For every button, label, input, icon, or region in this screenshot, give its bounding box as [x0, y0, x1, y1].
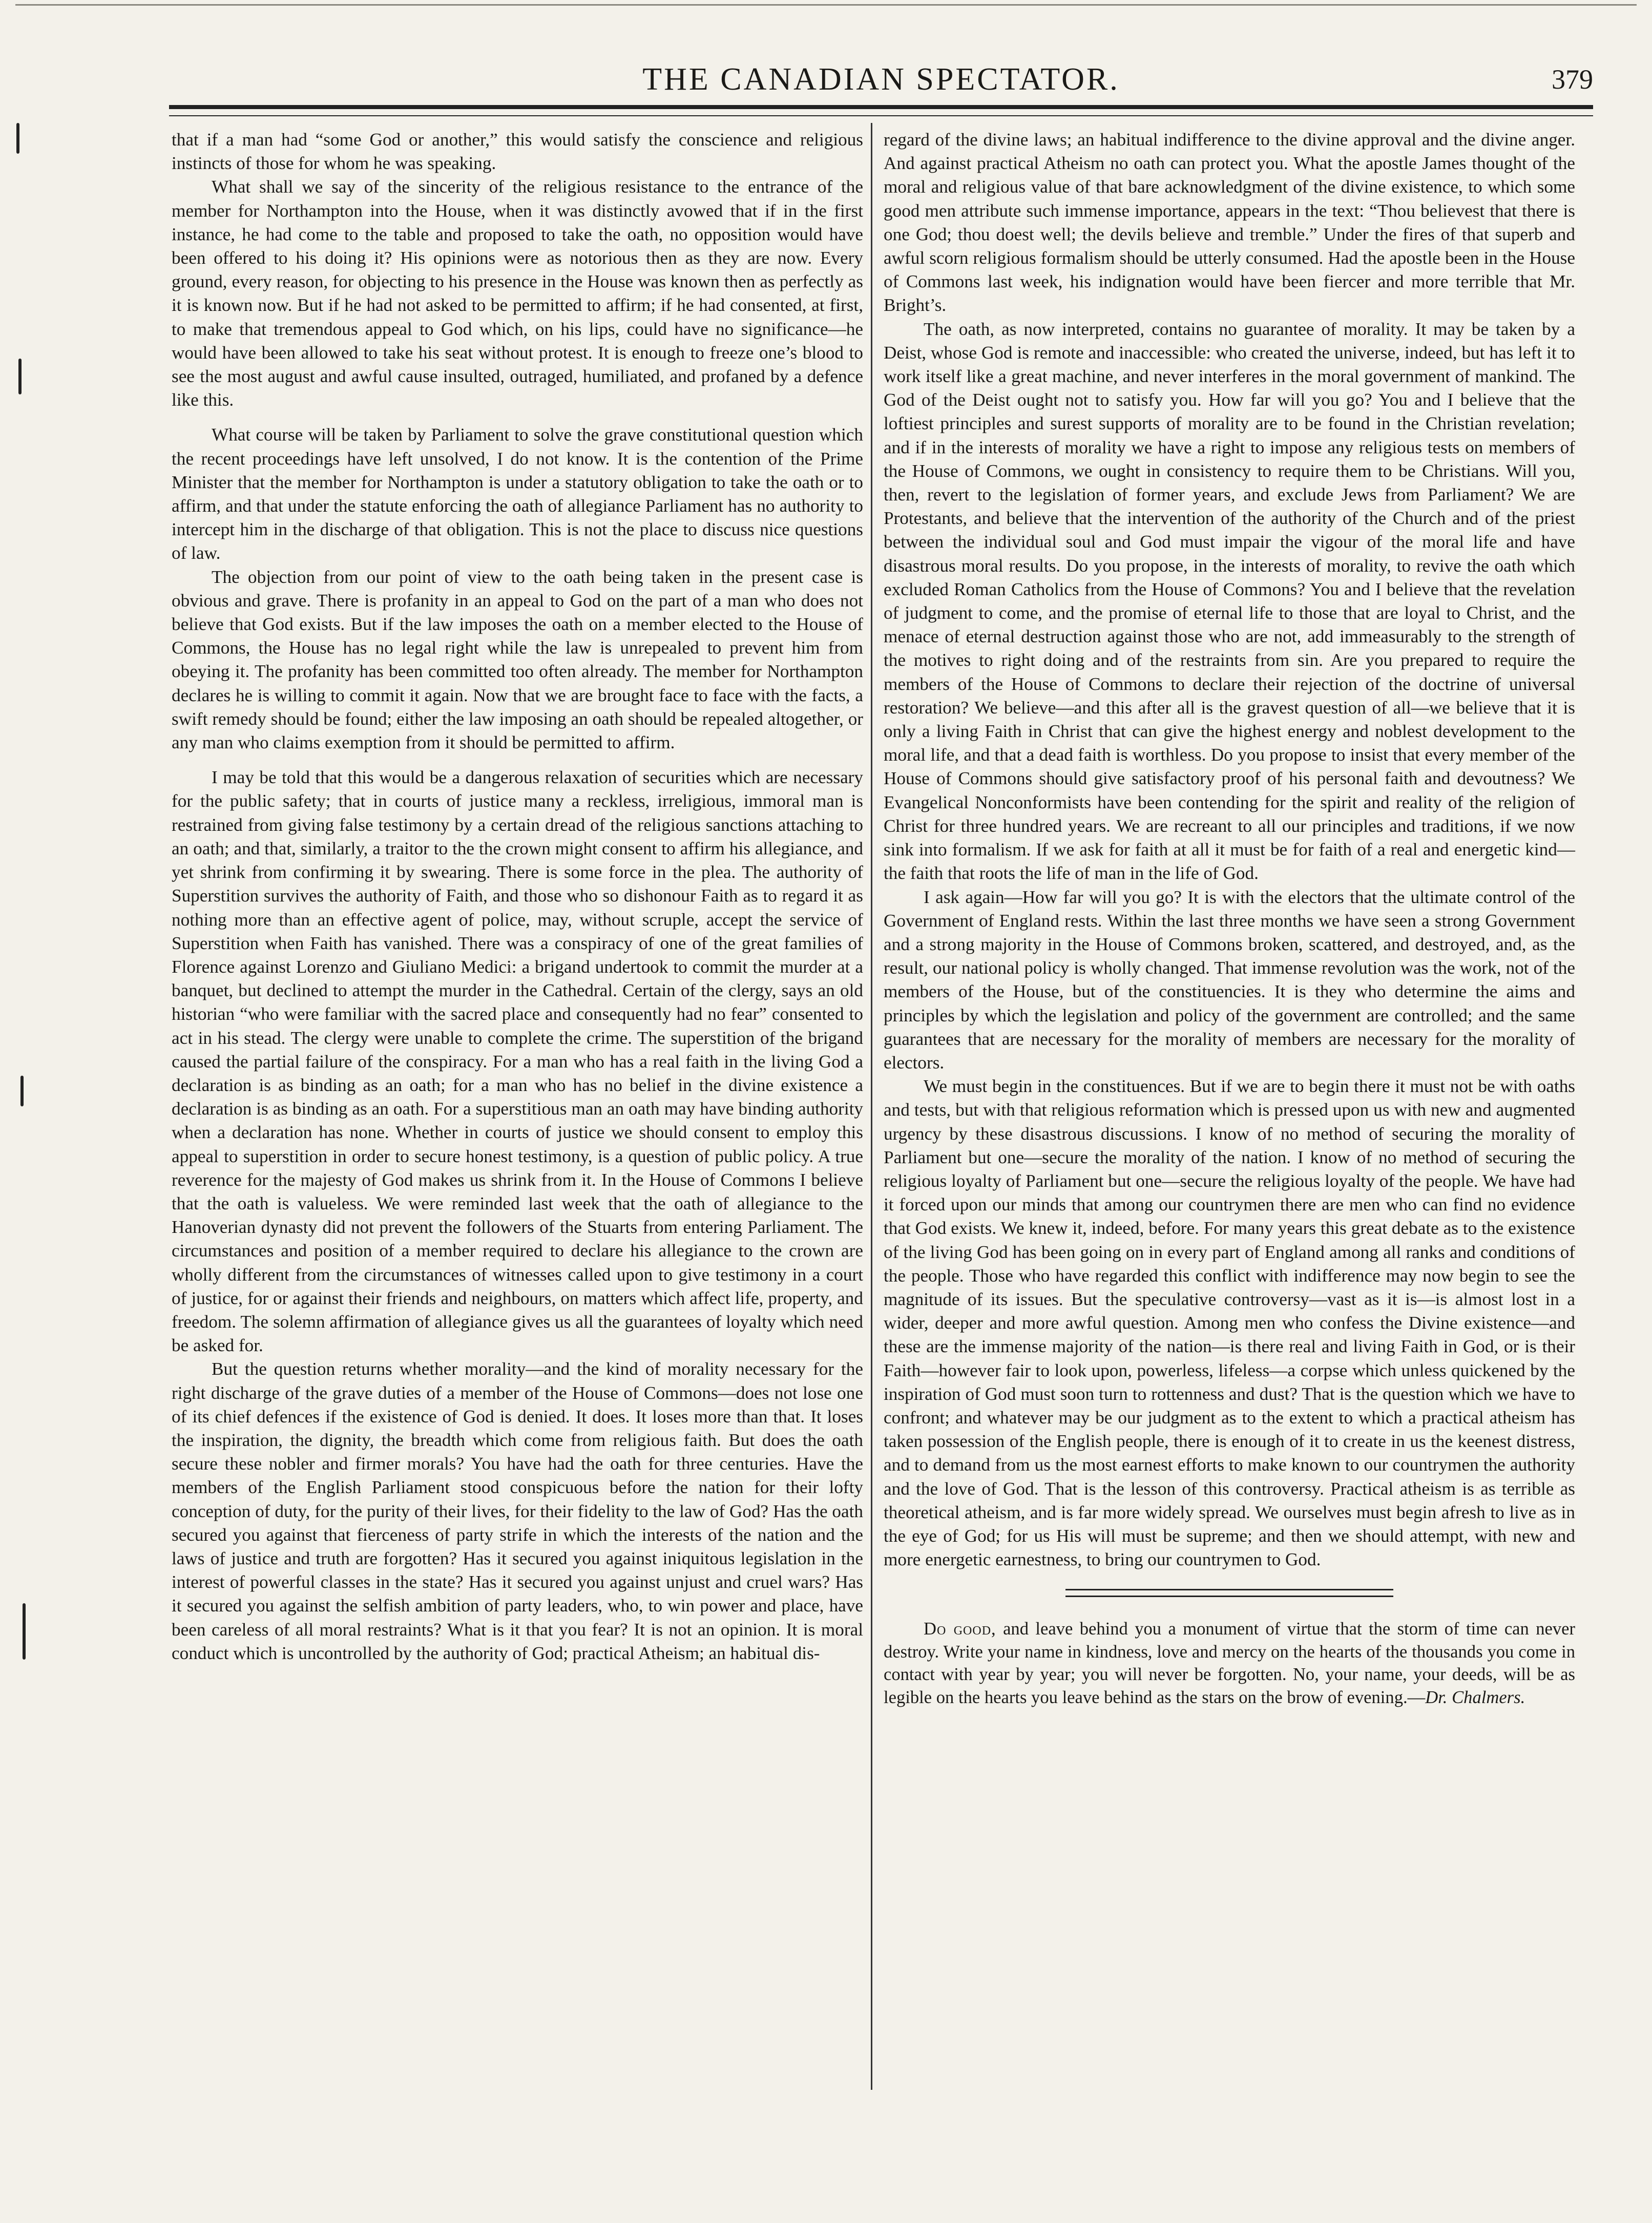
paragraph: What shall we say of the sincerity of the religious resistance to the entrance of the member for Northampton into the House, when it was distinctly avowed that if in the first instance, he had come to the table and proposed to take the oath, no opposition would have been offered to his doing it? His opinions were as notorious then as they are now. Every ground, every reason, for objecting to his presence in the House was known then as perfectly as it is known now. But if he had not asked to be permitted to affirm; if he had consented, at first, to make that tremendous appeal to God which, on his lips, could have no significance—he would have been allowed to take his seat without protest. It is enough to freeze one’s blood to see the most august and awful cause insulted, outraged, humiliated, and profaned by a defence like this. [172, 177, 863, 410]
paragraph: I ask again—How far will you go? It is with the electors that the ultimate control of the Government of England rests. Within the last three months we have seen a strong Government and a strong majority in the House of Commons broken, scattered, and destroyed, and, as the result, our national policy is wholly changed. That immense revolution was the work, not of the members of the House, but of the constituencies. It is they who determine the aims and principles by which the legislation and policy of the government are controlled; and the same guarantees that are necessary for the morality of members are necessary for the morality of electors. [884, 887, 1575, 1073]
margin-ink-mark [18, 359, 22, 394]
paragraph: regard of the divine laws; an habitual indifference to the divine approval and the divine anger. And against practical Atheism no oath can protect you. What the apostle James thought of the moral and religious value of that bare acknowledgment of the divine existence, to which some good men attribute such immense importance, appears in the text: “Thou believest that there is one God; thou doest well; the devils believe and tremble.” Under the fires of that superb and awful scorn religious formalism should be utterly consumed. Had the apostle been in the House of Commons last week, his indignation would have been fiercer and more terrible that Mr. Bright’s. [884, 130, 1575, 316]
quote-attribution: Dr. Chalmers. [1425, 1687, 1525, 1707]
margin-ink-mark [20, 1076, 24, 1106]
paragraph: The oath, as now interpreted, contains no guarantee of morality. It may be taken by a Deist, whose God is remote and inaccessible: who created the universe, indeed, but has left it to work itself like a great machine, and never interferes in the moral government of mankind. The God of the Deist ought not to satisfy you. How far will you go? You and I believe that the loftiest principles and surest supports of morality are to be found in the Christian revelation; and if in the interests of morality we have a right to impose any religious tests on members of the House of Commons, we ought in consistency to require them to be Christians. Will you, then, revert to the legislation of former years, and exclude Jews from Parliament? We are Protestants, and believe that the intervention of the authority of the Church and of the priest between the individual soul and God must impair the vigour of the moral life and have disastrous moral results. Do you propose, in the interests of morality, to revive the oath which excluded Roman Catholics from the House of Commons? You and I believe that the revelation of judgment to come, and the promise of eternal life to those that are loyal to Christ, and the menace of eternal destruction against those who are not, add immeasurably to the strength of the motives to right doing and of the restraints from sin. Are you prepared to require the members of the House of Commons to declare their rejection of the doctrine of universal restoration? We believe—and this after all is the gravest question of all—we believe that it is only a living Faith in Christ that can give the highest energy and noblest development to the moral life, and that a dead faith is worthless. Do you propose to insist that every member of the House of Commons should give satisfactory proof of his personal faith and devoutness? We Evangelical Nonconformists have been contending for the spirit and reality of the religion of Christ for three hundred years. We are recreant to all our principles and traditions, if we now sink into formalism. If we ask for faith at all it must be for faith of a real and energetic kind—the faith that roots the life of man in the life of God. [884, 319, 1575, 884]
top-edge-rule [15, 4, 1637, 6]
publication-title: THE CANADIAN SPECTATOR. [642, 62, 1120, 97]
paragraph: I may be told that this would be a dangerous relaxation of securities which are necessary for the public safety; that in courts of justice many a reckless, irreligious, immoral man is restrained from giving false testimony by a certain dread of the religious sanctions attaching to an oath; and that, similarly, a traitor to the the crown might consent to affirm his allegiance, and yet shrink from confirming it by swearing. There is some force in the plea. The authority of Superstition survives the authority of Faith, and those who so dishonour Faith as to regard it as nothing more than an effective agent of police, may, without scruple, accept the service of Superstition when Faith has vanished. There was a conspiracy of one of the great families of Florence against Lorenzo and Giuliano Medici: a brigand undertook to commit the murder at a banquet, but declined to attempt the murder in the Cathedral. Certain of the clergy, says an old historian “who were familiar with the sacred place and consequently had no fear” consented to act in his stead. The clergy were unable to complete the crime. The superstition of the brigand caused the partial failure of the conspiracy. For a man who has a real faith in the living God a declaration is as binding as an oath; for a man who has no belief in the divine existence a declaration is as binding as an oath. For a superstitious man an oath may have binding authority when a declaration has none. Whether in courts of justice we should consent to employ this appeal to superstition in order to secure honest testimony, is a question of public policy. A true reverence for the majesty of God makes us shrink from it. In the House of Commons I believe that the oath is valueless. We were reminded last week that the oath of allegiance to the Hanoverian dynasty did not prevent the followers of the Stuarts from entering Parliament. The circumstances and position of a member required to declare his allegiance to the crown are wholly different from the circumstances of witnesses called upon to give testimony in a court of justice, for or against their friends and neighbours, on matters which affect life, property, and freedom. The solemn affirmation of allegiance gives us all the guarantees of loyalty which need be asked for. [172, 767, 863, 1356]
page-header [169, 61, 1593, 102]
right-column [884, 128, 1575, 1709]
column-divider [871, 123, 872, 2090]
page-number: 379 [1552, 64, 1593, 95]
left-column [172, 128, 863, 1665]
section-double-rule [1065, 1589, 1393, 1597]
header-rule [169, 105, 1593, 116]
paragraph: The objection from our point of view to the oath being taken in the present case is obvious and grave. There is profanity in an appeal to God on the part of a man who does not believe that God exists. But if the law imposes the oath on a member elected to the House of Commons, the House has no legal right while the law is unrepealed to prevent him from obeying it. The profanity has been committed too often already. The member for Northampton declares he is willing to commit it again. Now that we are brought face to face with the facts, a swift remedy should be found; either the law imposing an oath should be repealed altogether, or any man who claims exemption from it should be permitted to affirm. [172, 567, 863, 753]
paragraph: that if a man had “some God or another,” this would satisfy the conscience and religious instincts of those for whom he was speaking. [172, 130, 863, 174]
quote-body: and leave behind you a monument of virtue that the storm of time can never destroy. Write your name in kindness, love and mercy on the hearts of the thousands you come in contact with year by year; you will never be forgotten. No, your name, your deeds, will be as legible on the hearts you leave behind as the stars on the brow of evening.— [884, 1619, 1575, 1707]
margin-ink-mark [16, 123, 19, 154]
paragraph: But the question returns whether morality—and the kind of morality necessary for the right discharge of the grave duties of a member of the House of Commons—does not lose one of its chief defences if the existence of God is denied. It does. It loses more than that. It loses the inspiration, the dignity, the breadth which come from religious faith. But does the oath secure these nobler and firmer morals? You have had the oath for three centuries. Have the members of the English Parliament stood conspicuous before the nation for their lofty conception of duty, for the purity of their lives, for their fidelity to the law of God? Has the oath secured you against that fierceness of party strife in which the interests of the nation and the laws of justice and truth are forgotten? Has it secured you against iniquitous legislation in the interest of powerful classes in the state? Has it secured you against unjust and cruel wars? Has it secured you against the selfish ambition of party leaders, who, to win power and place, have been careless of all moral restraints? What is it that you fear? It is not an opinion. It is moral conduct which is uncontrolled by the authority of God; practical Atheism; an habitual dis- [172, 1359, 863, 1663]
paragraph: What course will be taken by Parliament to solve the grave constitutional question which the recent proceedings have left unsolved, I do not know. It is the contention of the Prime Minister that the member for Northampton is under a statutory obligation to take the oath or to affirm, and that under the statute enforcing the oath of allegiance Parliament has no authority to intercept him in the discharge of that obligation. This is not the place to discuss nice questions of law. [172, 425, 863, 563]
closing-quote [884, 1618, 1575, 1709]
margin-ink-mark [23, 1603, 26, 1660]
paragraph: We must begin in the constituences. But if we are to begin there it must not be with oaths and tests, but with that religious reformation which is pressed upon us with new and augmented urgency by these disastrous discussions. I know of no method of securing the morality of Parliament but one—secure the morality of the nation. I know of no method of securing the religious loyalty of Parliament but one—secure the religious loyalty of the people. We have had it forced upon our minds that among our countrymen there are men who can find no evidence that God exists. We knew it, indeed, before. For many years this great debate as to the existence of the living God has been going on in every part of England among all ranks and conditions of the people. Those who have regarded this conflict with indifference may now begin to see the magnitude of its issues. But the speculative controversy—vast as it is—is almost lost in a wider, deeper and more awful question. Among men who confess the Divine existence—and these are the immense majority of the nation—is there real and living Faith in God, or is their Faith—however fair to look upon, powerless, lifeless—a corpse which unless quickened by the inspiration of God must soon turn to rottenness and dust? That is the question which we have to confront; and whatever may be our judgment as to the extent to which a practical atheism has taken possession of the English people, there is enough of it to create in us the keenest distress, and to demand from us the most earnest efforts to make known to our countrymen the authority and the love of God. That is the lesson of this controversy. Practical atheism is as terrible as theoretical atheism, and is far more widely spread. We ourselves must begin afresh to live as in the eye of God; for us His will must be supreme; and then we should attempt, with new and more energetic earnestness, to bring our countrymen to God. [884, 1076, 1575, 1570]
quote-lead: Do good, [924, 1619, 996, 1639]
